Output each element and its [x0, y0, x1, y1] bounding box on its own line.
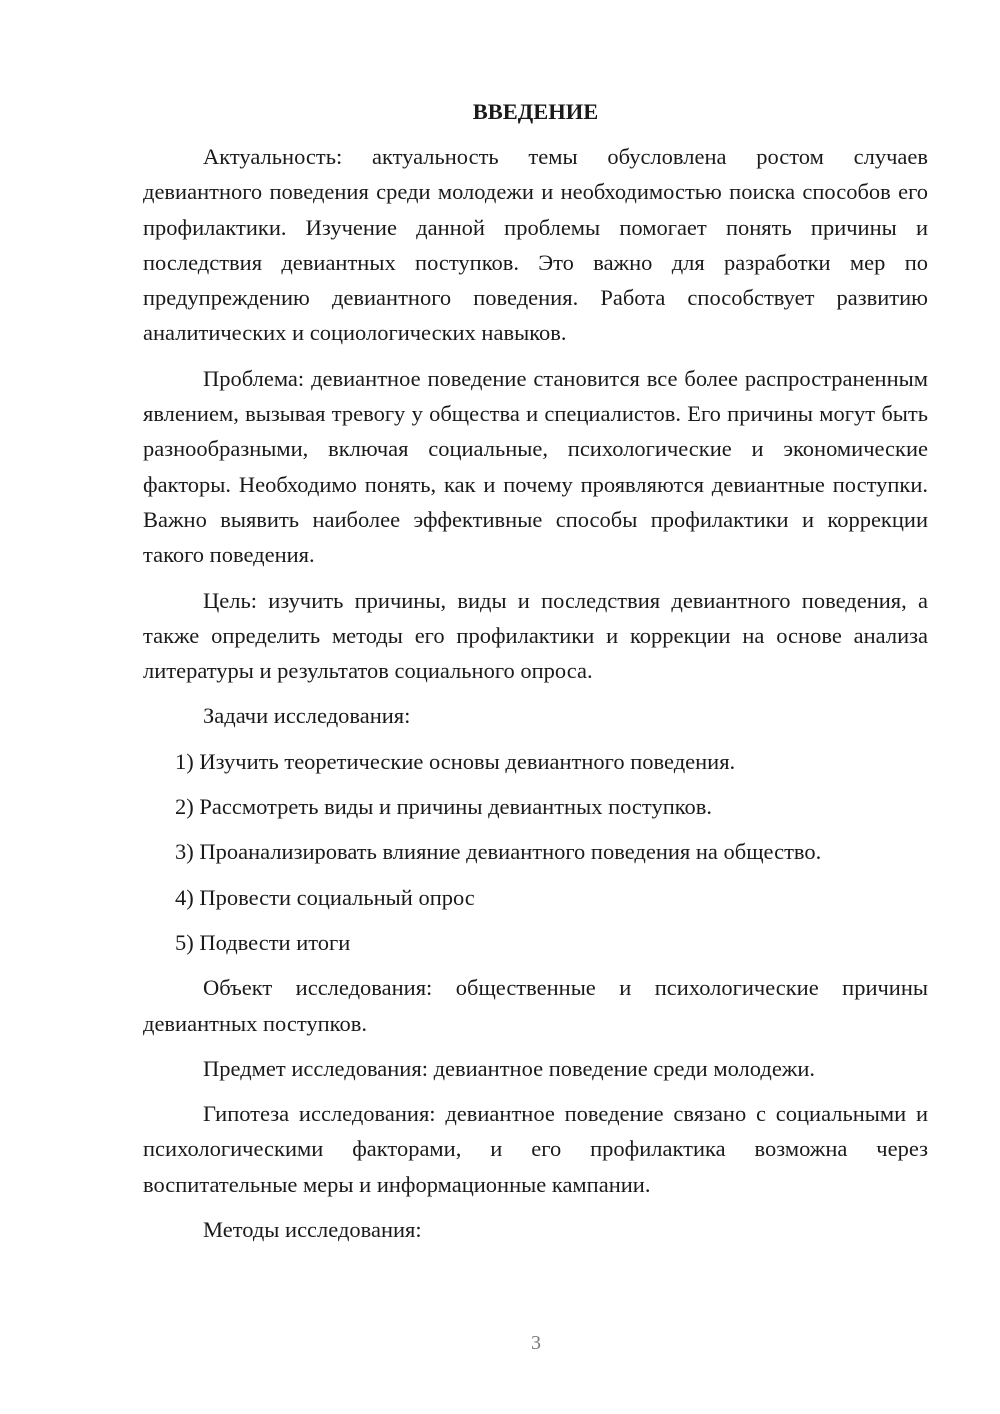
paragraph-goal: Цель: изучить причины, виды и последствия девиантного поведения, а также определить методы его профилактики и коррекции на основе анализа литературы и результатов социального опроса. [143, 587, 928, 684]
list-item: 1) Изучить теоретические основы девиантного поведения. [175, 748, 736, 774]
list-item: 2) Рассмотреть виды и причины девиантных поступков. [175, 794, 713, 820]
paragraph-subject: Предмет исследования: девиантное поведение среди молодежи. [203, 1055, 816, 1081]
methods-label: Методы исследования: [203, 1217, 422, 1243]
tasks-label: Задачи исследования: [203, 703, 411, 729]
paragraph-problem: Проблема: девиантное поведение становится все более распространенным явлением, вызывая тревогу у общества и специалистов. Его причины могут быть разнообразными, включая социальные, психологические и экономические факторы. Необходимо понять, как и почему проявляются девиантные поступки. Важно выявить наиболее эффективные способы профилактики и коррекции такого поведения. [143, 365, 928, 568]
paragraph-object: Объект исследования: общественные и психологические причины девиантных поступков. [143, 975, 928, 1036]
tasks-list [143, 744, 928, 960]
paragraph-relevance: Актуальность: актуальность темы обусловлена ростом случаев девиантного поведения среди молодежи и необходимостью поиска способов его профилактики. Изучение данной проблемы помогает понять причины и последствия девиантных поступков. Это важно для разработки мер по предупреждению девиантного поведения. Работа способствует развитию аналитических и социологических навыков. [143, 144, 928, 346]
page-number: 3 [531, 1332, 541, 1354]
list-item: 3) Проанализировать влияние девиантного поведения на общество. [175, 839, 822, 865]
page-content [143, 94, 928, 1257]
page-title: ВВЕДЕНИЕ [472, 99, 599, 124]
list-item: 4) Провести социальный опрос [175, 884, 475, 910]
paragraph-hypothesis: Гипотеза исследования: девиантное поведение связано с социальными и психологическими факторами, и его профилактика возможна через воспитательные меры и информационные кампании. [143, 1101, 928, 1197]
list-item: 5) Подвести итоги [175, 929, 351, 955]
